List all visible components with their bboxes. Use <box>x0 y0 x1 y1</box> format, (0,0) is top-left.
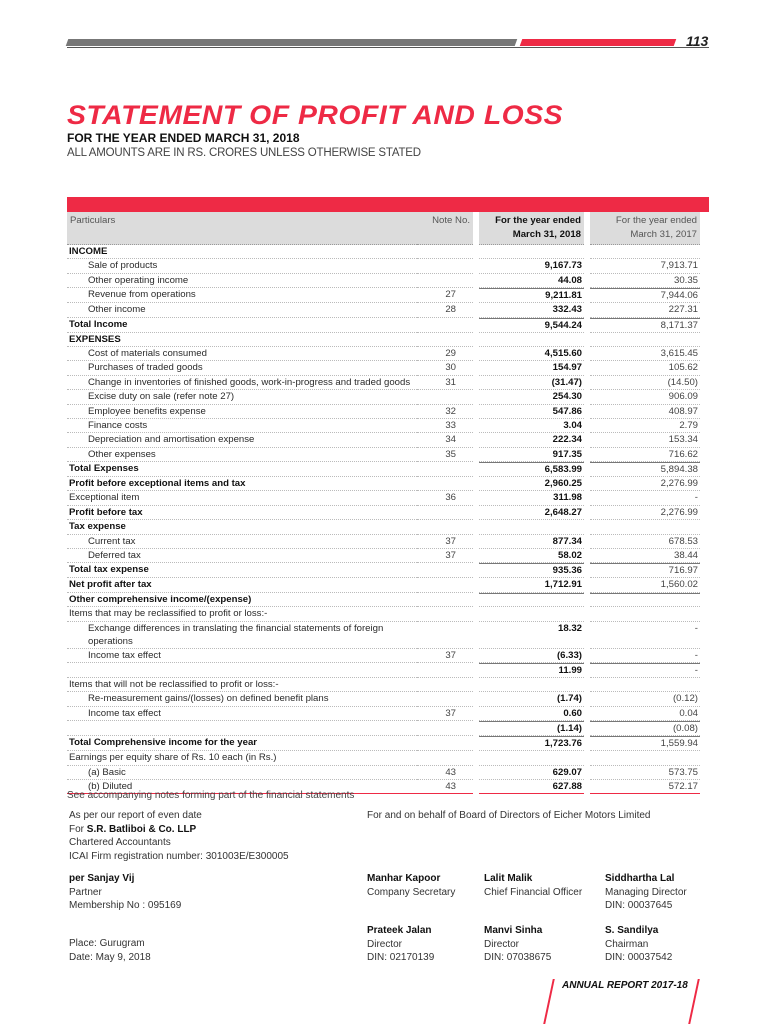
row-previous: 1,559.94 <box>590 736 700 751</box>
table-row <box>67 361 700 375</box>
row-label: Depreciation and amortisation expense <box>67 433 417 447</box>
signatory <box>605 872 687 913</box>
row-previous: 408.97 <box>590 405 700 419</box>
row-note <box>417 593 473 607</box>
table-row <box>67 766 700 780</box>
row-label: Sale of products <box>67 259 417 273</box>
table-row <box>67 433 700 447</box>
header-note: Note No. <box>417 212 473 245</box>
row-previous: 105.62 <box>590 361 700 375</box>
row-current: 1,712.91 <box>479 578 584 592</box>
row-label: Purchases of traded goods <box>67 361 417 375</box>
row-current: 1,723.76 <box>479 736 584 751</box>
table-row <box>67 563 700 578</box>
header-current-year <box>479 212 584 245</box>
row-previous <box>590 333 700 347</box>
row-note <box>417 721 473 736</box>
signatory-name: Manhar Kapoor <box>367 873 441 884</box>
row-previous: 2,276.99 <box>590 506 700 520</box>
signatory-role: Managing Director <box>605 886 687 898</box>
row-note <box>417 477 473 491</box>
auditor-firm: S.R. Batliboi & Co. LLP <box>86 823 197 835</box>
row-previous <box>590 678 700 692</box>
header-prev-line1: For the year ended <box>615 215 697 226</box>
row-label: Profit before tax <box>67 506 417 520</box>
footer-report-title: ANNUAL REPORT 2017-18 <box>562 980 688 991</box>
row-current <box>479 607 584 621</box>
header-previous-year <box>590 212 700 245</box>
row-label: Profit before exceptional items and tax <box>67 477 417 491</box>
row-note: 30 <box>417 361 473 375</box>
table-row <box>67 593 700 607</box>
row-label: (a) Basic <box>67 766 417 780</box>
row-previous <box>590 593 700 607</box>
row-note <box>417 520 473 534</box>
header-prev-line2: March 31, 2017 <box>630 229 697 240</box>
row-current: 3.04 <box>479 419 584 433</box>
table-row <box>67 390 700 404</box>
table-row <box>67 535 700 549</box>
table-row <box>67 506 700 520</box>
header-bar-grey <box>66 39 518 46</box>
row-previous <box>590 607 700 621</box>
row-note: 37 <box>417 549 473 563</box>
signatory-din: DIN: 00037645 <box>605 900 673 911</box>
row-label: Excise duty on sale (refer note 27) <box>67 390 417 404</box>
row-label: Cost of materials consumed <box>67 347 417 361</box>
row-label: Other comprehensive income/(expense) <box>67 593 417 607</box>
table-row <box>67 376 700 390</box>
row-previous: - <box>590 491 700 505</box>
row-note <box>417 663 473 678</box>
notes-reference: See accompanying notes forming part of the financial statements <box>67 790 355 801</box>
row-note: 33 <box>417 419 473 433</box>
row-label: Total Expenses <box>67 462 417 477</box>
row-note <box>417 245 473 259</box>
row-current: 629.07 <box>479 766 584 780</box>
row-note <box>417 736 473 751</box>
row-previous: 716.62 <box>590 448 700 462</box>
row-label <box>67 721 417 736</box>
table-row <box>67 477 700 491</box>
units-note: ALL AMOUNTS ARE IN RS. CRORES UNLESS OTHERWISE STATED <box>67 147 421 159</box>
row-note <box>417 578 473 592</box>
profit-loss-table <box>67 212 700 794</box>
partner-role: Partner <box>69 886 102 898</box>
row-previous: 3,615.45 <box>590 347 700 361</box>
row-current: 311.98 <box>479 491 584 505</box>
signatory-name: Siddhartha Lal <box>605 873 675 884</box>
row-note <box>417 259 473 273</box>
row-previous: 5,894.38 <box>590 462 700 477</box>
row-current: 9,544.24 <box>479 318 584 333</box>
row-current: 18.32 <box>479 622 584 649</box>
table-row <box>67 462 700 477</box>
signatory-role: Chairman <box>605 938 649 950</box>
row-note: 37 <box>417 707 473 721</box>
row-previous: 153.34 <box>590 433 700 447</box>
row-previous: 573.75 <box>590 766 700 780</box>
row-note: 37 <box>417 649 473 663</box>
row-current: 9,167.73 <box>479 259 584 273</box>
row-current: 222.34 <box>479 433 584 447</box>
table-row <box>67 692 700 706</box>
row-note <box>417 607 473 621</box>
signatory <box>367 924 434 965</box>
row-previous: 716.97 <box>590 563 700 578</box>
row-current <box>479 751 584 765</box>
signatory-name: Prateek Jalan <box>367 925 432 936</box>
row-current: 332.43 <box>479 303 584 317</box>
row-label: Total tax expense <box>67 563 417 578</box>
row-current: 877.34 <box>479 535 584 549</box>
row-current: (31.47) <box>479 376 584 390</box>
row-current: 9,211.81 <box>479 288 584 303</box>
row-previous: 2,276.99 <box>590 477 700 491</box>
row-current: 0.60 <box>479 707 584 721</box>
row-label: Exchange differences in translating the financial statements of foreign operations <box>67 622 417 649</box>
row-label: Revenue from operations <box>67 288 417 303</box>
table-red-band <box>67 197 709 212</box>
auditor-line1: As per our report of even date <box>69 810 202 821</box>
row-current: 917.35 <box>479 448 584 462</box>
row-current <box>479 593 584 607</box>
row-note: 36 <box>417 491 473 505</box>
signatory-role: Company Secretary <box>367 886 456 898</box>
row-current <box>479 678 584 692</box>
signatory-din: DIN: 02170139 <box>367 952 435 963</box>
table-row <box>67 663 700 678</box>
page-number: 113 <box>686 33 709 49</box>
row-current: (1.14) <box>479 721 584 736</box>
row-note: 37 <box>417 535 473 549</box>
row-label: Total Comprehensive income for the year <box>67 736 417 751</box>
row-label: Items that will not be reclassified to profit or loss:- <box>67 678 417 692</box>
header-bar-red <box>520 39 677 46</box>
row-current: 6,583.99 <box>479 462 584 477</box>
table-row <box>67 707 700 721</box>
table-row <box>67 274 700 288</box>
row-note: 43 <box>417 766 473 780</box>
row-current: (1.74) <box>479 692 584 706</box>
table-row <box>67 678 700 692</box>
row-current <box>479 245 584 259</box>
place-date <box>69 937 151 964</box>
table-row <box>67 578 700 592</box>
table-row <box>67 303 700 317</box>
row-label: EXPENSES <box>67 333 417 347</box>
row-note: 32 <box>417 405 473 419</box>
table-row <box>67 245 700 259</box>
table-row <box>67 318 700 333</box>
row-previous <box>590 751 700 765</box>
row-label: Tax expense <box>67 520 417 534</box>
row-previous: (14.50) <box>590 376 700 390</box>
table-row <box>67 491 700 505</box>
table-row <box>67 549 700 563</box>
period-subtitle: FOR THE YEAR ENDED MARCH 31, 2018 <box>67 131 300 145</box>
row-note <box>417 462 473 477</box>
board-line: For and on behalf of Board of Directors of Eicher Motors Limited <box>367 810 651 821</box>
row-label: Net profit after tax <box>67 578 417 592</box>
auditor-block <box>69 809 289 863</box>
row-note: 34 <box>417 433 473 447</box>
row-current: 627.88 <box>479 780 584 794</box>
row-previous: - <box>590 663 700 678</box>
row-current: 44.08 <box>479 274 584 288</box>
row-previous: 38.44 <box>590 549 700 563</box>
row-previous: 8,171.37 <box>590 318 700 333</box>
row-label: Finance costs <box>67 419 417 433</box>
table-row <box>67 751 700 765</box>
signatory-role: Director <box>367 938 403 950</box>
row-label: INCOME <box>67 245 417 259</box>
row-note <box>417 390 473 404</box>
row-label: Income tax effect <box>67 707 417 721</box>
table-row <box>67 622 700 649</box>
partner-name: per Sanjay Vij <box>69 873 135 884</box>
signatory-name: S. Sandilya <box>605 925 659 936</box>
table-row <box>67 347 700 361</box>
row-previous: 7,944.06 <box>590 288 700 303</box>
row-note <box>417 333 473 347</box>
signatory <box>367 872 455 899</box>
auditor-line4: ICAI Firm registration number: 301003E/E300005 <box>69 850 289 862</box>
header-rule <box>67 47 709 48</box>
row-label: Income tax effect <box>67 649 417 663</box>
table-row <box>67 721 700 736</box>
row-current: 58.02 <box>479 549 584 563</box>
table-header <box>67 212 700 245</box>
row-note <box>417 563 473 578</box>
row-previous: 7,913.71 <box>590 259 700 273</box>
row-previous <box>590 245 700 259</box>
signatory-din: DIN: 07038675 <box>484 952 552 963</box>
row-label: (b) Diluted <box>67 780 417 794</box>
row-previous: (0.08) <box>590 721 700 736</box>
signatory-din: DIN: 00037542 <box>605 952 673 963</box>
row-note <box>417 274 473 288</box>
table-row <box>67 607 700 621</box>
row-label: Other operating income <box>67 274 417 288</box>
table-row <box>67 736 700 751</box>
row-note <box>417 692 473 706</box>
row-label: Exceptional item <box>67 491 417 505</box>
signatory <box>605 924 672 965</box>
auditor-for: For <box>69 823 87 835</box>
table-row <box>67 419 700 433</box>
table-row <box>67 520 700 534</box>
table-row <box>67 288 700 303</box>
row-previous: 572.17 <box>590 780 700 794</box>
row-current: 2,648.27 <box>479 506 584 520</box>
footer-slash-left <box>543 979 554 1024</box>
row-previous: 227.31 <box>590 303 700 317</box>
row-label: Current tax <box>67 535 417 549</box>
footer-slash-right <box>688 979 699 1024</box>
table-row <box>67 333 700 347</box>
signatory-name: Manvi Sinha <box>484 925 543 936</box>
table-row <box>67 259 700 273</box>
row-current <box>479 520 584 534</box>
signatory-role: Chief Financial Officer <box>484 886 583 898</box>
row-label: Other expenses <box>67 448 417 462</box>
table-row <box>67 649 700 663</box>
signatory-name: Lalit Malik <box>484 873 533 884</box>
row-label: Re-measurement gains/(losses) on defined benefit plans <box>67 692 417 706</box>
row-previous: 30.35 <box>590 274 700 288</box>
row-label: Other income <box>67 303 417 317</box>
header-particulars: Particulars <box>67 212 417 245</box>
signatory-role: Director <box>484 938 520 950</box>
signatory <box>484 872 582 899</box>
row-current: 547.86 <box>479 405 584 419</box>
row-note <box>417 318 473 333</box>
row-label: Employee benefits expense <box>67 405 417 419</box>
header-cur-line2: March 31, 2018 <box>512 229 581 240</box>
row-label: Deferred tax <box>67 549 417 563</box>
row-note <box>417 622 473 649</box>
row-note <box>417 506 473 520</box>
row-previous: 0.04 <box>590 707 700 721</box>
row-previous: 1,560.02 <box>590 578 700 592</box>
row-note: 35 <box>417 448 473 462</box>
table-row <box>67 448 700 462</box>
row-current: (6.33) <box>479 649 584 663</box>
row-previous: 678.53 <box>590 535 700 549</box>
row-note: 29 <box>417 347 473 361</box>
row-note: 28 <box>417 303 473 317</box>
row-label: Items that may be reclassified to profit or loss:- <box>67 607 417 621</box>
row-note: 27 <box>417 288 473 303</box>
row-label: Change in inventories of finished goods, work-in-progress and traded goods <box>67 376 417 390</box>
row-note <box>417 751 473 765</box>
table-row <box>67 405 700 419</box>
place: Place: Gurugram <box>69 938 145 949</box>
header-cur-line1: For the year ended <box>495 215 581 226</box>
row-current <box>479 333 584 347</box>
row-note: 31 <box>417 376 473 390</box>
row-note <box>417 678 473 692</box>
row-current: 935.36 <box>479 563 584 578</box>
partner-membership: Membership No : 095169 <box>69 900 182 911</box>
row-current: 2,960.25 <box>479 477 584 491</box>
row-note: 43 <box>417 780 473 794</box>
row-current: 11.99 <box>479 663 584 678</box>
row-previous: 906.09 <box>590 390 700 404</box>
auditor-line3: Chartered Accountants <box>69 837 171 848</box>
row-current: 254.30 <box>479 390 584 404</box>
row-previous: - <box>590 649 700 663</box>
row-label <box>67 663 417 678</box>
signatory <box>484 924 551 965</box>
row-previous: - <box>590 622 700 649</box>
row-previous: 2.79 <box>590 419 700 433</box>
row-label: Earnings per equity share of Rs. 10 each (in Rs.) <box>67 751 417 765</box>
row-previous <box>590 520 700 534</box>
page-title: STATEMENT OF PROFIT AND LOSS <box>67 100 564 130</box>
row-previous: (0.12) <box>590 692 700 706</box>
date: Date: May 9, 2018 <box>69 951 151 963</box>
row-current: 154.97 <box>479 361 584 375</box>
row-current: 4,515.60 <box>479 347 584 361</box>
auditor-line2 <box>69 823 289 837</box>
row-label: Total Income <box>67 318 417 333</box>
partner-block <box>69 872 181 913</box>
